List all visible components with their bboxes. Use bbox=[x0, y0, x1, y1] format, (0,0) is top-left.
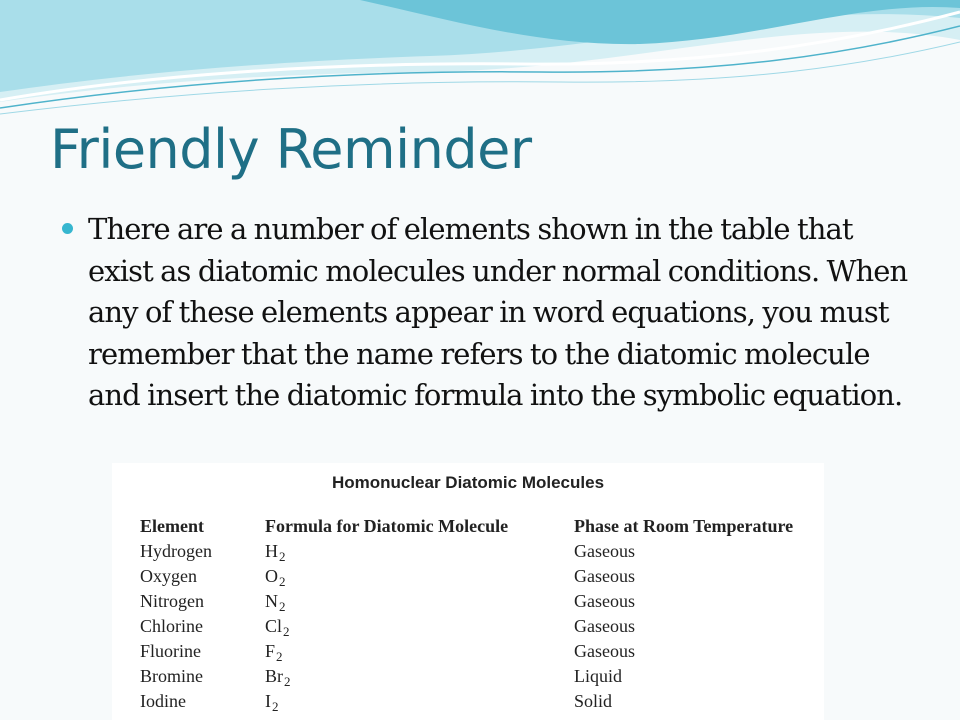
bullet-icon bbox=[62, 223, 73, 234]
row-fluorine-formula: $F_2$ bbox=[265, 641, 283, 664]
row-oxygen-formula: $O_2$ bbox=[265, 566, 286, 589]
bullet-text: There are a number of elements shown in the table that exist as diatomic molecules under normal conditions. When any of these elements appear in word equations, you must remember that the name refers to the diatomic molecule and insert the diatomic formula into the symbolic equation. bbox=[88, 212, 908, 412]
row-hydrogen-formula: $H_2$ bbox=[265, 541, 286, 564]
row-nitrogen-formula: $N_2$ bbox=[265, 591, 286, 614]
row-hydrogen-phase: Gaseous bbox=[574, 541, 635, 561]
row-iodine-element: Iodine bbox=[140, 691, 186, 711]
slide-title: Friendly Reminder bbox=[50, 118, 532, 181]
row-bromine-element: Bromine bbox=[140, 666, 203, 686]
row-nitrogen-phase: Gaseous bbox=[574, 591, 635, 611]
header-phase: Phase at Room Temperature bbox=[574, 516, 794, 536]
row-chlorine-formula: $Cl_2$ bbox=[265, 616, 290, 639]
header-wave-decoration bbox=[0, 0, 960, 130]
row-oxygen-phase: Gaseous bbox=[574, 566, 635, 586]
diatomic-table-figure bbox=[112, 463, 824, 720]
row-oxygen-element: Oxygen bbox=[140, 566, 197, 586]
row-hydrogen-element: Hydrogen bbox=[140, 541, 212, 561]
row-iodine-phase: Solid bbox=[574, 691, 613, 711]
row-bromine-phase: Liquid bbox=[574, 666, 622, 686]
row-bromine-formula: $Br_2$ bbox=[265, 666, 291, 689]
row-chlorine-phase: Gaseous bbox=[574, 616, 635, 636]
row-nitrogen-element: Nitrogen bbox=[140, 591, 204, 611]
table-title: Homonuclear Diatomic Molecules bbox=[331, 473, 605, 492]
header-element: Element bbox=[140, 516, 204, 536]
row-iodine-formula: $I_2$ bbox=[265, 691, 279, 714]
header-formula: Formula for Diatomic Molecule bbox=[265, 516, 509, 536]
row-fluorine-element: Fluorine bbox=[140, 641, 201, 661]
row-fluorine-phase: Gaseous bbox=[574, 641, 635, 661]
row-chlorine-element: Chlorine bbox=[140, 616, 203, 636]
